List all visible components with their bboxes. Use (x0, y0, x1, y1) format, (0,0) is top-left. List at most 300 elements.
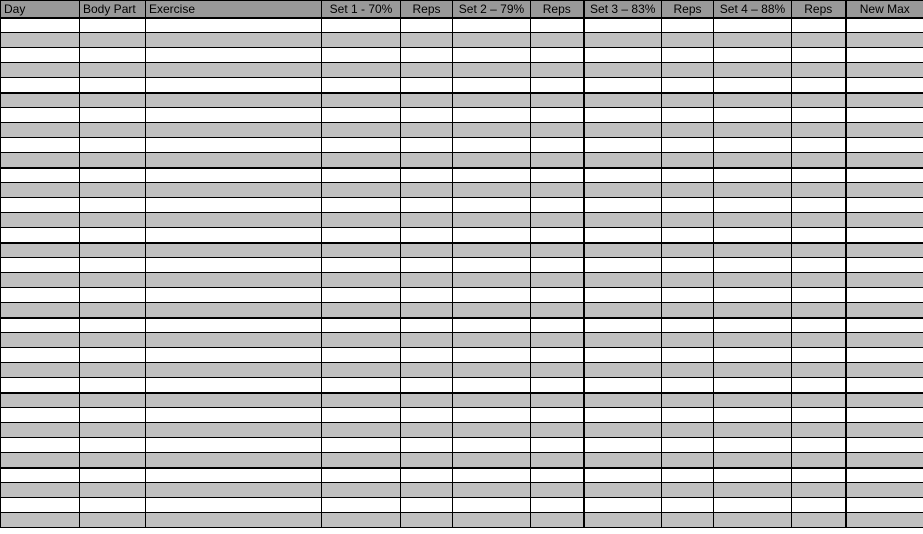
cell-new-max[interactable] (846, 78, 923, 93)
cell-exercise[interactable] (146, 213, 322, 228)
cell-body-part[interactable] (80, 108, 146, 123)
cell-reps-2[interactable] (531, 513, 584, 528)
cell-body-part[interactable] (80, 408, 146, 423)
cell-reps-3[interactable] (662, 63, 714, 78)
cell-reps-4[interactable] (792, 483, 846, 498)
cell-exercise[interactable] (146, 303, 322, 318)
cell-set-3[interactable] (584, 108, 662, 123)
cell-set-1[interactable] (322, 363, 401, 378)
cell-reps-4[interactable] (792, 93, 846, 108)
cell-set-4[interactable] (714, 123, 792, 138)
cell-exercise[interactable] (146, 153, 322, 168)
cell-body-part[interactable] (80, 513, 146, 528)
column-header-day[interactable]: Day (1, 1, 80, 18)
cell-day[interactable] (1, 168, 80, 183)
cell-exercise[interactable] (146, 183, 322, 198)
cell-set-1[interactable] (322, 78, 401, 93)
cell-reps-3[interactable] (662, 213, 714, 228)
cell-reps-3[interactable] (662, 183, 714, 198)
cell-new-max[interactable] (846, 423, 923, 438)
cell-reps-1[interactable] (401, 408, 453, 423)
cell-day[interactable] (1, 333, 80, 348)
cell-set-3[interactable] (584, 198, 662, 213)
cell-reps-4[interactable] (792, 378, 846, 393)
cell-reps-4[interactable] (792, 273, 846, 288)
cell-reps-2[interactable] (531, 453, 584, 468)
cell-new-max[interactable] (846, 453, 923, 468)
cell-day[interactable] (1, 213, 80, 228)
cell-exercise[interactable] (146, 318, 322, 333)
cell-day[interactable] (1, 498, 80, 513)
cell-set-2[interactable] (453, 273, 531, 288)
cell-set-1[interactable] (322, 168, 401, 183)
cell-new-max[interactable] (846, 243, 923, 258)
cell-set-1[interactable] (322, 468, 401, 483)
cell-reps-1[interactable] (401, 243, 453, 258)
cell-set-3[interactable] (584, 153, 662, 168)
cell-set-3[interactable] (584, 303, 662, 318)
cell-body-part[interactable] (80, 48, 146, 63)
cell-set-3[interactable] (584, 513, 662, 528)
cell-reps-2[interactable] (531, 408, 584, 423)
cell-set-2[interactable] (453, 483, 531, 498)
cell-set-1[interactable] (322, 453, 401, 468)
cell-set-1[interactable] (322, 348, 401, 363)
cell-set-1[interactable] (322, 138, 401, 153)
cell-body-part[interactable] (80, 348, 146, 363)
cell-reps-4[interactable] (792, 33, 846, 48)
cell-new-max[interactable] (846, 513, 923, 528)
cell-set-2[interactable] (453, 318, 531, 333)
cell-day[interactable] (1, 513, 80, 528)
cell-reps-1[interactable] (401, 93, 453, 108)
cell-exercise[interactable] (146, 33, 322, 48)
cell-reps-4[interactable] (792, 318, 846, 333)
cell-set-2[interactable] (453, 183, 531, 198)
cell-exercise[interactable] (146, 48, 322, 63)
cell-new-max[interactable] (846, 498, 923, 513)
cell-day[interactable] (1, 93, 80, 108)
cell-day[interactable] (1, 408, 80, 423)
cell-day[interactable] (1, 273, 80, 288)
cell-set-4[interactable] (714, 303, 792, 318)
cell-set-1[interactable] (322, 48, 401, 63)
cell-reps-1[interactable] (401, 363, 453, 378)
cell-set-3[interactable] (584, 93, 662, 108)
cell-new-max[interactable] (846, 483, 923, 498)
cell-set-4[interactable] (714, 273, 792, 288)
cell-body-part[interactable] (80, 33, 146, 48)
cell-body-part[interactable] (80, 63, 146, 78)
cell-set-4[interactable] (714, 18, 792, 33)
cell-day[interactable] (1, 123, 80, 138)
column-header-body-part[interactable]: Body Part (80, 1, 146, 18)
cell-set-4[interactable] (714, 93, 792, 108)
cell-set-1[interactable] (322, 483, 401, 498)
cell-reps-3[interactable] (662, 378, 714, 393)
cell-set-2[interactable] (453, 93, 531, 108)
cell-reps-4[interactable] (792, 63, 846, 78)
cell-exercise[interactable] (146, 123, 322, 138)
cell-set-1[interactable] (322, 93, 401, 108)
cell-reps-4[interactable] (792, 78, 846, 93)
cell-set-3[interactable] (584, 333, 662, 348)
cell-body-part[interactable] (80, 123, 146, 138)
cell-set-4[interactable] (714, 498, 792, 513)
cell-day[interactable] (1, 138, 80, 153)
cell-body-part[interactable] (80, 243, 146, 258)
cell-set-3[interactable] (584, 183, 662, 198)
cell-set-3[interactable] (584, 258, 662, 273)
cell-set-3[interactable] (584, 288, 662, 303)
cell-new-max[interactable] (846, 123, 923, 138)
cell-set-4[interactable] (714, 258, 792, 273)
cell-reps-2[interactable] (531, 363, 584, 378)
cell-reps-2[interactable] (531, 498, 584, 513)
cell-set-1[interactable] (322, 378, 401, 393)
cell-set-4[interactable] (714, 318, 792, 333)
cell-body-part[interactable] (80, 333, 146, 348)
cell-exercise[interactable] (146, 438, 322, 453)
cell-reps-3[interactable] (662, 273, 714, 288)
cell-new-max[interactable] (846, 93, 923, 108)
cell-reps-3[interactable] (662, 228, 714, 243)
cell-set-1[interactable] (322, 198, 401, 213)
cell-reps-2[interactable] (531, 33, 584, 48)
cell-new-max[interactable] (846, 303, 923, 318)
cell-set-1[interactable] (322, 33, 401, 48)
cell-body-part[interactable] (80, 288, 146, 303)
cell-body-part[interactable] (80, 213, 146, 228)
cell-reps-1[interactable] (401, 468, 453, 483)
cell-day[interactable] (1, 348, 80, 363)
cell-reps-4[interactable] (792, 228, 846, 243)
cell-reps-3[interactable] (662, 288, 714, 303)
cell-exercise[interactable] (146, 363, 322, 378)
cell-set-3[interactable] (584, 138, 662, 153)
cell-reps-1[interactable] (401, 18, 453, 33)
cell-body-part[interactable] (80, 303, 146, 318)
cell-set-4[interactable] (714, 483, 792, 498)
cell-set-4[interactable] (714, 393, 792, 408)
cell-set-2[interactable] (453, 258, 531, 273)
cell-set-1[interactable] (322, 258, 401, 273)
cell-body-part[interactable] (80, 93, 146, 108)
cell-reps-1[interactable] (401, 63, 453, 78)
cell-reps-3[interactable] (662, 348, 714, 363)
cell-body-part[interactable] (80, 258, 146, 273)
cell-day[interactable] (1, 198, 80, 213)
cell-set-1[interactable] (322, 228, 401, 243)
cell-reps-3[interactable] (662, 108, 714, 123)
cell-day[interactable] (1, 483, 80, 498)
cell-set-2[interactable] (453, 48, 531, 63)
cell-set-2[interactable] (453, 303, 531, 318)
cell-body-part[interactable] (80, 78, 146, 93)
cell-set-4[interactable] (714, 363, 792, 378)
cell-day[interactable] (1, 108, 80, 123)
cell-exercise[interactable] (146, 138, 322, 153)
cell-reps-2[interactable] (531, 333, 584, 348)
cell-reps-4[interactable] (792, 153, 846, 168)
column-header-set-2[interactable]: Set 2 – 79% (453, 1, 531, 18)
cell-new-max[interactable] (846, 468, 923, 483)
cell-reps-1[interactable] (401, 303, 453, 318)
cell-set-1[interactable] (322, 318, 401, 333)
cell-set-2[interactable] (453, 78, 531, 93)
cell-reps-2[interactable] (531, 393, 584, 408)
cell-exercise[interactable] (146, 273, 322, 288)
cell-day[interactable] (1, 453, 80, 468)
cell-reps-2[interactable] (531, 318, 584, 333)
cell-reps-4[interactable] (792, 168, 846, 183)
cell-reps-3[interactable] (662, 243, 714, 258)
cell-set-3[interactable] (584, 348, 662, 363)
cell-reps-2[interactable] (531, 78, 584, 93)
cell-new-max[interactable] (846, 168, 923, 183)
cell-set-4[interactable] (714, 168, 792, 183)
cell-reps-3[interactable] (662, 168, 714, 183)
cell-new-max[interactable] (846, 18, 923, 33)
cell-reps-2[interactable] (531, 183, 584, 198)
cell-reps-4[interactable] (792, 468, 846, 483)
cell-reps-2[interactable] (531, 258, 584, 273)
cell-new-max[interactable] (846, 258, 923, 273)
cell-reps-2[interactable] (531, 273, 584, 288)
cell-set-2[interactable] (453, 228, 531, 243)
cell-reps-4[interactable] (792, 18, 846, 33)
cell-set-2[interactable] (453, 513, 531, 528)
cell-set-2[interactable] (453, 63, 531, 78)
cell-set-3[interactable] (584, 123, 662, 138)
cell-set-3[interactable] (584, 468, 662, 483)
cell-reps-1[interactable] (401, 168, 453, 183)
cell-day[interactable] (1, 18, 80, 33)
cell-exercise[interactable] (146, 333, 322, 348)
cell-set-3[interactable] (584, 228, 662, 243)
cell-reps-4[interactable] (792, 333, 846, 348)
cell-exercise[interactable] (146, 63, 322, 78)
cell-set-2[interactable] (453, 498, 531, 513)
cell-set-3[interactable] (584, 498, 662, 513)
cell-reps-1[interactable] (401, 228, 453, 243)
cell-reps-4[interactable] (792, 363, 846, 378)
cell-exercise[interactable] (146, 228, 322, 243)
cell-reps-2[interactable] (531, 153, 584, 168)
cell-new-max[interactable] (846, 318, 923, 333)
cell-set-3[interactable] (584, 318, 662, 333)
cell-exercise[interactable] (146, 18, 322, 33)
cell-reps-3[interactable] (662, 138, 714, 153)
cell-set-3[interactable] (584, 363, 662, 378)
cell-reps-2[interactable] (531, 243, 584, 258)
cell-reps-3[interactable] (662, 363, 714, 378)
cell-set-3[interactable] (584, 63, 662, 78)
cell-reps-1[interactable] (401, 513, 453, 528)
cell-reps-4[interactable] (792, 213, 846, 228)
cell-set-2[interactable] (453, 408, 531, 423)
cell-set-3[interactable] (584, 48, 662, 63)
cell-reps-4[interactable] (792, 138, 846, 153)
cell-reps-2[interactable] (531, 198, 584, 213)
cell-set-4[interactable] (714, 48, 792, 63)
cell-set-2[interactable] (453, 213, 531, 228)
cell-set-2[interactable] (453, 333, 531, 348)
cell-new-max[interactable] (846, 138, 923, 153)
cell-reps-4[interactable] (792, 513, 846, 528)
cell-set-4[interactable] (714, 78, 792, 93)
column-header-set-3[interactable]: Set 3 – 83% (584, 1, 662, 18)
cell-set-2[interactable] (453, 363, 531, 378)
column-header-reps-3[interactable]: Reps (662, 1, 714, 18)
cell-set-1[interactable] (322, 333, 401, 348)
cell-set-4[interactable] (714, 63, 792, 78)
cell-set-1[interactable] (322, 243, 401, 258)
column-header-exercise[interactable]: Exercise (146, 1, 322, 18)
cell-reps-3[interactable] (662, 333, 714, 348)
cell-exercise[interactable] (146, 288, 322, 303)
cell-set-3[interactable] (584, 18, 662, 33)
cell-reps-3[interactable] (662, 33, 714, 48)
cell-set-4[interactable] (714, 438, 792, 453)
cell-set-2[interactable] (453, 453, 531, 468)
cell-reps-1[interactable] (401, 78, 453, 93)
cell-set-2[interactable] (453, 243, 531, 258)
cell-new-max[interactable] (846, 273, 923, 288)
column-header-reps-4[interactable]: Reps (792, 1, 846, 18)
cell-reps-4[interactable] (792, 498, 846, 513)
cell-set-1[interactable] (322, 213, 401, 228)
cell-day[interactable] (1, 228, 80, 243)
cell-set-2[interactable] (453, 378, 531, 393)
cell-body-part[interactable] (80, 453, 146, 468)
cell-new-max[interactable] (846, 213, 923, 228)
cell-reps-1[interactable] (401, 378, 453, 393)
cell-set-4[interactable] (714, 333, 792, 348)
cell-set-4[interactable] (714, 408, 792, 423)
cell-set-1[interactable] (322, 513, 401, 528)
cell-new-max[interactable] (846, 348, 923, 363)
cell-body-part[interactable] (80, 168, 146, 183)
cell-exercise[interactable] (146, 468, 322, 483)
cell-exercise[interactable] (146, 378, 322, 393)
cell-set-3[interactable] (584, 213, 662, 228)
cell-reps-2[interactable] (531, 423, 584, 438)
cell-reps-4[interactable] (792, 243, 846, 258)
cell-day[interactable] (1, 63, 80, 78)
cell-reps-2[interactable] (531, 108, 584, 123)
cell-reps-1[interactable] (401, 108, 453, 123)
cell-day[interactable] (1, 303, 80, 318)
cell-set-3[interactable] (584, 453, 662, 468)
cell-set-2[interactable] (453, 108, 531, 123)
cell-body-part[interactable] (80, 438, 146, 453)
cell-day[interactable] (1, 183, 80, 198)
cell-set-2[interactable] (453, 423, 531, 438)
cell-body-part[interactable] (80, 363, 146, 378)
cell-set-4[interactable] (714, 348, 792, 363)
cell-reps-1[interactable] (401, 183, 453, 198)
cell-reps-3[interactable] (662, 483, 714, 498)
cell-exercise[interactable] (146, 393, 322, 408)
cell-set-2[interactable] (453, 123, 531, 138)
cell-reps-3[interactable] (662, 48, 714, 63)
cell-day[interactable] (1, 378, 80, 393)
cell-body-part[interactable] (80, 393, 146, 408)
cell-reps-1[interactable] (401, 213, 453, 228)
cell-reps-2[interactable] (531, 348, 584, 363)
column-header-new-max[interactable]: New Max (846, 1, 923, 18)
cell-set-4[interactable] (714, 228, 792, 243)
cell-set-3[interactable] (584, 393, 662, 408)
cell-reps-1[interactable] (401, 423, 453, 438)
cell-set-2[interactable] (453, 468, 531, 483)
cell-set-4[interactable] (714, 108, 792, 123)
cell-set-2[interactable] (453, 393, 531, 408)
cell-set-2[interactable] (453, 138, 531, 153)
cell-new-max[interactable] (846, 288, 923, 303)
cell-reps-2[interactable] (531, 93, 584, 108)
cell-reps-1[interactable] (401, 393, 453, 408)
cell-set-4[interactable] (714, 243, 792, 258)
cell-reps-3[interactable] (662, 393, 714, 408)
cell-exercise[interactable] (146, 198, 322, 213)
cell-exercise[interactable] (146, 408, 322, 423)
cell-new-max[interactable] (846, 108, 923, 123)
cell-day[interactable] (1, 243, 80, 258)
cell-set-4[interactable] (714, 378, 792, 393)
cell-reps-4[interactable] (792, 258, 846, 273)
cell-day[interactable] (1, 78, 80, 93)
cell-set-4[interactable] (714, 513, 792, 528)
cell-set-3[interactable] (584, 243, 662, 258)
cell-body-part[interactable] (80, 138, 146, 153)
cell-set-4[interactable] (714, 138, 792, 153)
cell-day[interactable] (1, 33, 80, 48)
cell-reps-3[interactable] (662, 318, 714, 333)
cell-reps-1[interactable] (401, 483, 453, 498)
cell-new-max[interactable] (846, 408, 923, 423)
cell-set-3[interactable] (584, 483, 662, 498)
cell-day[interactable] (1, 438, 80, 453)
cell-set-1[interactable] (322, 18, 401, 33)
cell-set-3[interactable] (584, 378, 662, 393)
cell-set-1[interactable] (322, 423, 401, 438)
cell-reps-2[interactable] (531, 288, 584, 303)
cell-reps-3[interactable] (662, 123, 714, 138)
cell-exercise[interactable] (146, 243, 322, 258)
cell-set-2[interactable] (453, 33, 531, 48)
cell-reps-3[interactable] (662, 258, 714, 273)
cell-set-4[interactable] (714, 33, 792, 48)
cell-day[interactable] (1, 393, 80, 408)
cell-body-part[interactable] (80, 378, 146, 393)
cell-reps-2[interactable] (531, 483, 584, 498)
cell-exercise[interactable] (146, 348, 322, 363)
cell-reps-3[interactable] (662, 498, 714, 513)
cell-body-part[interactable] (80, 228, 146, 243)
column-header-reps-2[interactable]: Reps (531, 1, 584, 18)
cell-set-1[interactable] (322, 498, 401, 513)
cell-reps-4[interactable] (792, 303, 846, 318)
cell-set-1[interactable] (322, 63, 401, 78)
cell-set-3[interactable] (584, 408, 662, 423)
cell-reps-4[interactable] (792, 183, 846, 198)
cell-reps-2[interactable] (531, 378, 584, 393)
cell-set-3[interactable] (584, 423, 662, 438)
cell-new-max[interactable] (846, 33, 923, 48)
cell-reps-3[interactable] (662, 78, 714, 93)
